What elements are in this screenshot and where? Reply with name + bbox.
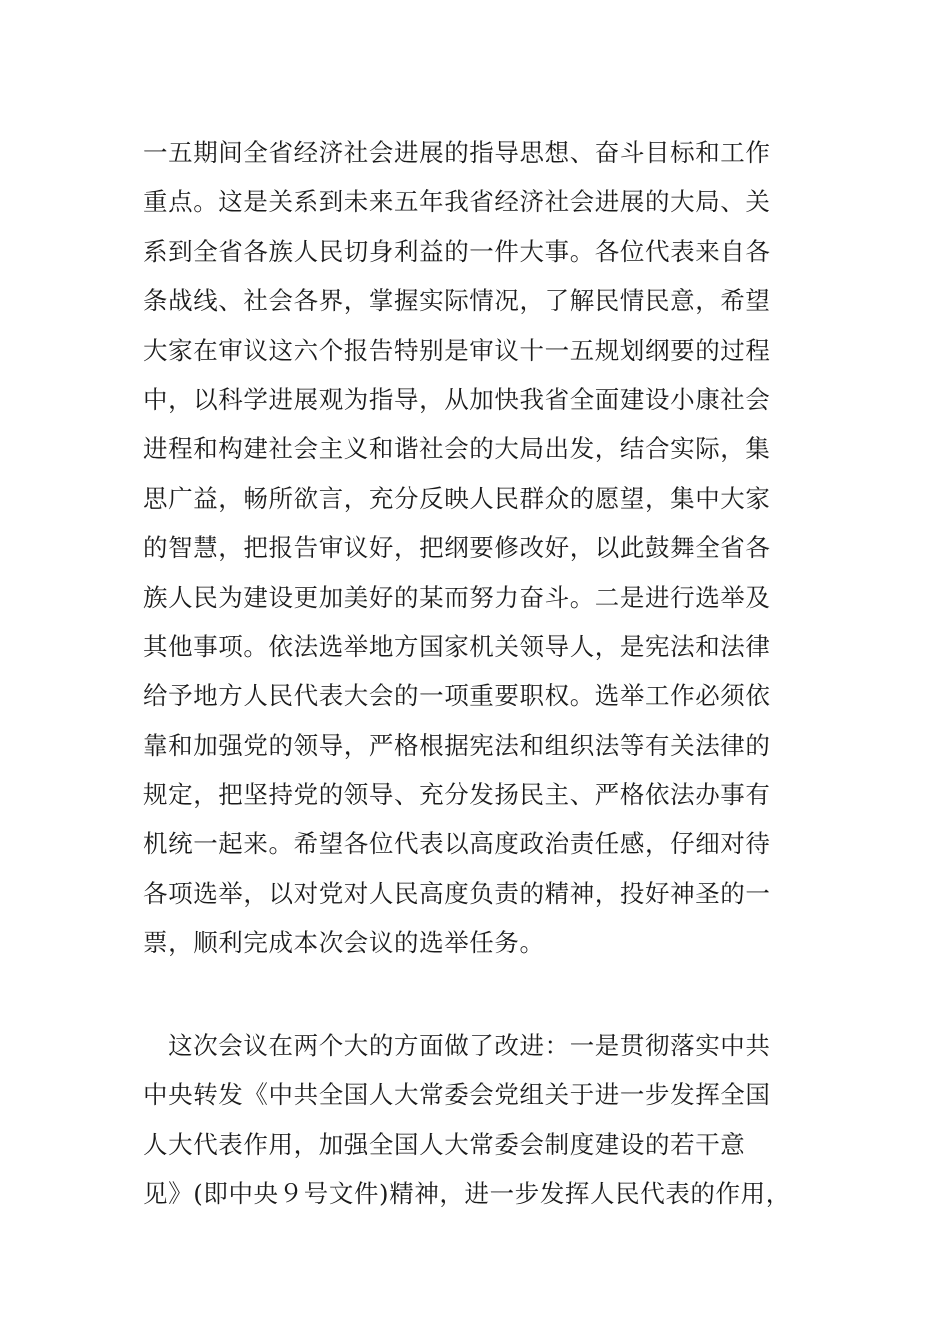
- text-line: 票，顺利完成本次会议的选举任务。: [143, 928, 545, 958]
- text-line: 其他事项。依法选举地方国家机关领导人，是宪法和法律: [143, 631, 771, 661]
- text-line: 中，以科学进展观为指导，从加快我省全面建设小康社会: [143, 384, 771, 414]
- text-line: 各项选举，以对党对人民高度负责的精神，投好神圣的一: [143, 878, 771, 908]
- text-line: 条战线、社会各界，掌握实际情况，了解民情民意，希望: [143, 286, 771, 316]
- body-paragraph: [143, 1021, 808, 1219]
- text-line: 系到全省各族人民切身利益的一件大事。各位代表来自各: [143, 236, 771, 266]
- text-line: 的智慧，把报告审议好，把纲要修改好，以此鼓舞全省各: [143, 533, 771, 563]
- text-line: 重点。这是关系到未来五年我省经济社会进展的大局、关: [143, 187, 771, 217]
- text-line: 中央转发《中共全国人大常委会党组关于进一步发挥全国: [143, 1080, 771, 1110]
- text-line: 思广益，畅所欲言，充分反映人民群众的愿望，集中大家: [143, 483, 771, 513]
- text-line: 靠和加强党的领导，严格根据宪法和组织法等有关法律的: [143, 730, 771, 760]
- body-paragraph: [143, 128, 808, 968]
- text-line: 机统一起来。希望各位代表以高度政治责任感，仔细对待: [143, 829, 771, 859]
- text-line: 见》(即中央９号文件)精神，进一步发挥人民代表的作用，: [143, 1179, 791, 1209]
- text-line: 一五期间全省经济社会进展的指导思想、奋斗目标和工作: [143, 138, 771, 167]
- text-line: 人大代表作用，加强全国人大常委会制度建设的若干意: [143, 1129, 746, 1159]
- text-line: 给予地方人民代表大会的一项重要职权。选举工作必须依: [143, 681, 771, 711]
- text-line: 这次会议在两个大的方面做了改进：一是贯彻落实中共: [143, 1031, 771, 1060]
- text-line: 大家在审议这六个报告特别是审议十一五规划纲要的过程: [143, 335, 771, 365]
- text-line: 族人民为建设更加美好的某而努力奋斗。二是进行选举及: [143, 582, 771, 612]
- text-line: 进程和构建社会主义和谐社会的大局出发，结合实际，集: [143, 434, 771, 464]
- text-line: 规定，把坚持党的领导、充分发扬民主、严格依法办事有: [143, 780, 771, 810]
